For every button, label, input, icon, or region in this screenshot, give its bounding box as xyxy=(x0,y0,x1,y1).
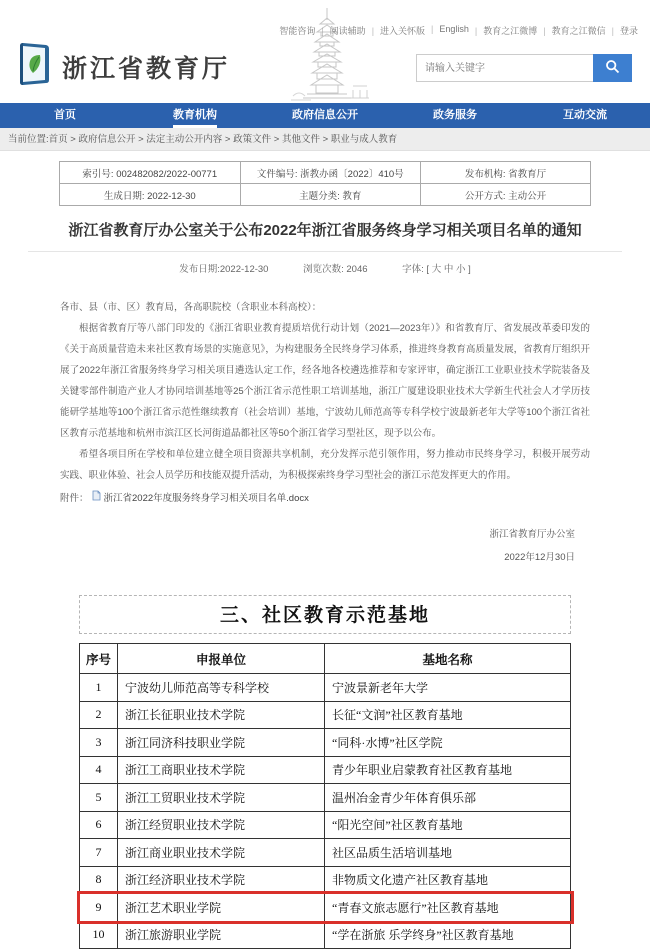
main-nav xyxy=(0,103,650,128)
salutation: 各市、县（市、区）教育局，各高职院校（含职业本科高校）： xyxy=(60,302,322,313)
table-row: 1 宁波幼儿师范高等专科学校 宁波景新老年大学 xyxy=(80,674,571,702)
nav-home[interactable]: 首页 xyxy=(54,109,76,121)
doc-info-table xyxy=(59,161,591,206)
publish-date: 发布日期:2022-12-30 xyxy=(179,264,269,275)
docx-preview xyxy=(0,595,650,949)
nav-institutions[interactable]: 教育机构 xyxy=(130,103,260,128)
link-wechat[interactable]: | 教育之江微信 xyxy=(537,24,605,37)
attachment-label: 附件： xyxy=(60,493,89,504)
site-name: 浙江省教育厅 xyxy=(62,55,231,83)
table-header-row xyxy=(80,644,571,674)
view-count: 浏览次数: 2046 xyxy=(303,264,368,275)
col-header-applicant: 申报单位 xyxy=(118,644,325,674)
signature-block xyxy=(0,523,575,569)
font-size-control[interactable]: 字体: [ 大 中 小 ] xyxy=(402,264,471,275)
doc-file-no: 文件编号: 浙教办函〔2022〕410号 xyxy=(240,162,421,184)
section-title: 三、社区教育示范基地 xyxy=(219,605,430,626)
doc-index-no: 索引号: 002482082/2022-00771 xyxy=(60,162,241,184)
article-body xyxy=(60,297,590,509)
community-bases-table xyxy=(79,643,571,949)
link-smart-consult[interactable]: 智能咨询 xyxy=(279,26,316,36)
nav-services[interactable]: 政务服务 xyxy=(433,109,477,121)
article-meta xyxy=(0,261,650,275)
link-english[interactable]: | English xyxy=(425,24,469,37)
search-input[interactable] xyxy=(416,54,593,82)
table-row: 3 浙江同济科技职业学院 “同科·水博”社区学院 xyxy=(80,729,571,757)
doc-topic: 主题分类: 教育 xyxy=(240,184,421,206)
table-row: 2 浙江长征职业技术学院 长征“文润”社区教育基地 xyxy=(80,701,571,729)
logo-book-icon xyxy=(14,42,52,91)
link-reading-aid[interactable]: | 阅读辅助 xyxy=(315,24,365,37)
table-row: 5 浙江工贸职业技术学院 温州冶金青少年体育俱乐部 xyxy=(80,784,571,812)
link-care-version[interactable]: | 进入关怀版 xyxy=(366,24,425,37)
doc-create-date: 生成日期: 2022-12-30 xyxy=(60,184,241,206)
table-row: 7 浙江商业职业技术学院 社区品质生活培训基地 xyxy=(80,839,571,867)
sign-date: 2022年12月30日 xyxy=(504,552,575,563)
signer-name: 浙江省教育厅办公室 xyxy=(489,529,575,540)
doc-open-mode: 公开方式: 主动公开 xyxy=(421,184,591,206)
site-logo[interactable] xyxy=(14,42,230,91)
link-login[interactable]: | 登录 xyxy=(606,24,638,37)
pagoda-illustration xyxy=(287,6,373,107)
table-row: 10 浙江旅游职业学院 “学在浙旅 乐学终身”社区教育基地 xyxy=(80,921,571,949)
table-row: 4 浙江工商职业技术学院 青少年职业启蒙教育社区教育基地 xyxy=(80,756,571,784)
attachment-line xyxy=(60,488,590,509)
search-icon xyxy=(605,59,620,77)
paragraph-1: 根据省教育厅等八部门印发的《浙江省职业教育提质培优行动计划（2021—2023年）》和省教育厅、省发展改革委印发的《关于高质量营造未来社区教育场景的实施意见》，为构建服务全民终身学习体系，推进终身教育高质量发展，省教育厅组织开展了2022年浙江省服务终身学习相关项目遴选认定工作，经各地各校遴选推荐和专家评审，确定浙江工业职业技术学院装备及关键零部件制造产业人才协同培训基地等25个浙江省示范性职工培训基地，浙江广厦建设职业技术大学新生代社会人才学历技能研学基地等100个浙江省示范性继续教育（社会培训）基地，宁波幼儿师范高等专科学校宁波最新老年大学等100个浙江省社区教育示范基地和杭州市滨江区长河街道晶都社区等50个浙江省学习型社区，现予以公布。 xyxy=(60,323,590,439)
nav-active-indicator xyxy=(173,125,217,128)
document-icon xyxy=(92,488,101,509)
title-divider xyxy=(28,251,622,252)
link-weibo[interactable]: | 教育之江微博 xyxy=(469,24,537,37)
page-title: 浙江省教育厅办公室关于公布2022年浙江省服务终身学习相关项目名单的通知 xyxy=(68,222,582,239)
search-button[interactable] xyxy=(593,54,632,82)
highlighted-row: 9 浙江艺术职业学院 “青春文旅志愿行”社区教育基地 xyxy=(80,894,571,922)
nav-info-disclosure[interactable]: 政府信息公开 xyxy=(292,109,358,121)
section-title-box xyxy=(79,595,571,634)
search-bar xyxy=(416,54,632,82)
table-row: 8 浙江经济职业技术学院 非物质文化遗产社区教育基地 xyxy=(80,866,571,894)
paragraph-2: 希望各项目所在学校和单位建立健全项目资源共享机制，充分发挥示范引领作用，努力推动市民终身学习，积极开展劳动实践、职业体验、社会人员学历和技能双提升活动，为积极探索终身学习型社会的浙江示范发挥更大的作用。 xyxy=(60,449,590,481)
attachment-link[interactable]: 浙江省2022年度服务终身学习相关项目名单.docx xyxy=(103,493,309,504)
nav-interaction[interactable]: 互动交流 xyxy=(563,109,607,121)
table-row: 6 浙江经贸职业技术学院 “阳光空间”社区教育基地 xyxy=(80,811,571,839)
site-header xyxy=(0,0,650,103)
doc-issuer: 发布机构: 省教育厅 xyxy=(421,162,591,184)
col-header-base: 基地名称 xyxy=(325,644,571,674)
breadcrumb[interactable]: 当前位置:首页 > 政府信息公开 > 法定主动公开内容 > 政策文件 > 其他文件 > 职业与成人教育 xyxy=(0,128,650,151)
col-header-no: 序号 xyxy=(80,644,118,674)
